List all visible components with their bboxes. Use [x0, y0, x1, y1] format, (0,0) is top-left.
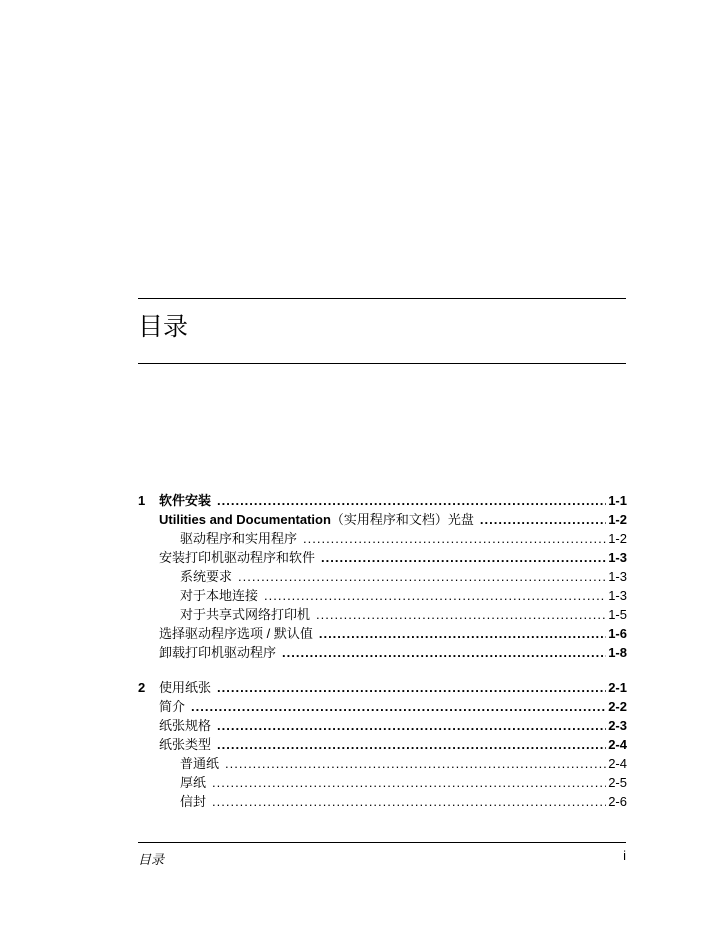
toc-entry[interactable] [138, 510, 627, 529]
toc-entry-title: 系统要求 [180, 569, 233, 584]
toc-entry-title: 软件安装 [159, 493, 212, 508]
toc-entry-title: 普通纸 [180, 756, 220, 771]
dot-leader [217, 491, 606, 510]
toc-entry-chapter-1[interactable] [138, 491, 627, 510]
toc-page-number: 1-6 [608, 626, 627, 641]
dot-leader [191, 697, 606, 716]
dot-leader [238, 567, 606, 586]
dot-leader [217, 735, 606, 754]
toc-entry[interactable] [138, 716, 627, 735]
toc-entry[interactable] [138, 643, 627, 662]
toc-page-number: 2-3 [608, 718, 627, 733]
toc-entry-title: 简介 [159, 699, 186, 714]
footer-page-number: i [623, 848, 626, 863]
toc-entry-title: 驱动程序和实用程序 [180, 531, 298, 546]
toc-page-number: 1-1 [608, 493, 627, 508]
toc-entry-title: 对于共享式网络打印机 [180, 607, 311, 622]
toc-page-number: 2-4 [608, 756, 627, 771]
top-rule [138, 298, 626, 299]
toc-entry-title: Utilities and Documentation（实用程序和文档）光盘 [159, 512, 474, 527]
dot-leader [282, 643, 606, 662]
toc-entry[interactable] [138, 792, 627, 811]
toc-entry-chapter-2[interactable] [138, 678, 627, 697]
dot-leader [212, 773, 606, 792]
toc-entry-title: 纸张规格 [159, 718, 212, 733]
dot-leader [319, 624, 606, 643]
toc-entry[interactable] [138, 529, 627, 548]
page-title: 目录 [138, 312, 189, 341]
toc-entry[interactable] [138, 605, 627, 624]
toc-page-number: 2-5 [608, 775, 627, 790]
toc-entry[interactable] [138, 735, 627, 754]
dot-leader [303, 529, 606, 548]
toc-entry-title: 卸载打印机驱动程序 [159, 645, 277, 660]
toc-page-number: 2-6 [608, 794, 627, 809]
chapter-number: 1 [138, 493, 146, 508]
dot-leader [217, 716, 606, 735]
toc-entry[interactable] [138, 624, 627, 643]
heading-bottom-rule [138, 363, 626, 364]
toc-entry-title: 纸张类型 [159, 737, 212, 752]
dot-leader [321, 548, 606, 567]
toc-entry-title: 厚纸 [180, 775, 207, 790]
chapter-number: 2 [138, 680, 146, 695]
toc-entry[interactable] [138, 586, 627, 605]
toc-page-number: 1-3 [608, 569, 627, 584]
dot-leader [217, 678, 606, 697]
dot-leader [225, 754, 606, 773]
toc-page-number: 2-1 [608, 680, 627, 695]
toc-entry-title: 信封 [180, 794, 207, 809]
footer-section-title: 目录 [138, 853, 165, 868]
toc-page-number: 1-5 [608, 607, 627, 622]
toc-entry-title: 对于本地连接 [180, 588, 259, 603]
footer-rule [138, 842, 626, 843]
toc-entry[interactable] [138, 754, 627, 773]
toc-entry-title: 选择驱动程序选项 / 默认值 [159, 626, 313, 641]
toc-entry-title: 安装打印机驱动程序和软件 [159, 550, 316, 565]
toc-entry[interactable] [138, 548, 627, 567]
toc-page-number: 1-2 [608, 531, 627, 546]
toc-page-number: 2-2 [608, 699, 627, 714]
table-of-contents [138, 491, 627, 811]
toc-page-number: 1-2 [608, 512, 627, 527]
toc-entry[interactable] [138, 697, 627, 716]
dot-leader [316, 605, 606, 624]
toc-entry[interactable] [138, 567, 627, 586]
toc-page-number: 1-3 [608, 550, 627, 565]
toc-entry[interactable] [138, 773, 627, 792]
dot-leader [212, 792, 606, 811]
dot-leader [480, 510, 606, 529]
toc-page-number: 1-3 [608, 588, 627, 603]
toc-page-number: 1-8 [608, 645, 627, 660]
toc-page-number: 2-4 [608, 737, 627, 752]
dot-leader [264, 586, 606, 605]
toc-entry-title: 使用纸张 [159, 680, 212, 695]
